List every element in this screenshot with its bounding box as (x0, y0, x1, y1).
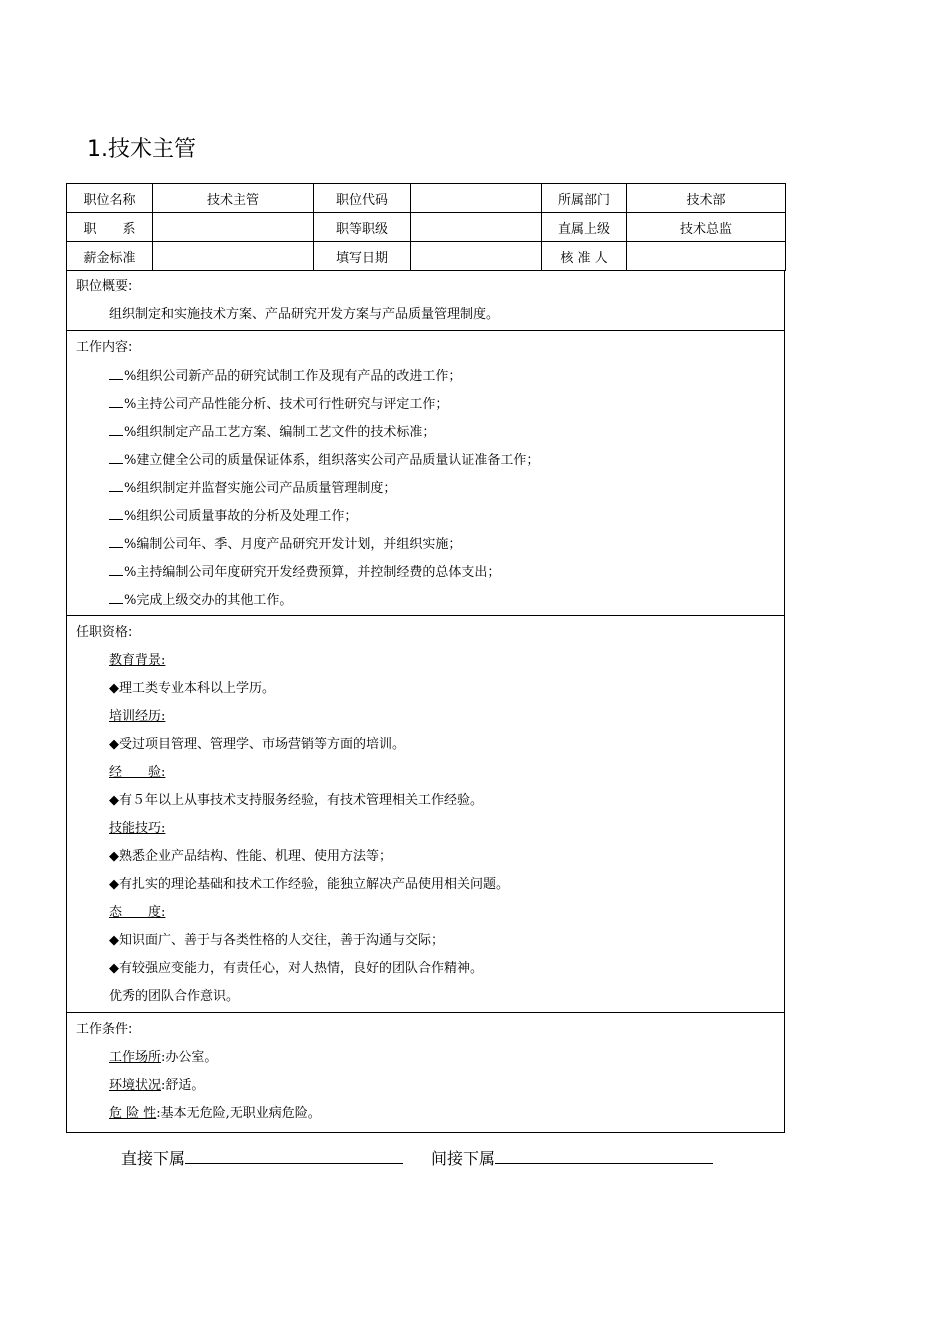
position-code-value (411, 184, 542, 213)
duty-item: %建立健全公司的质量保证体系，组织落实公司产品质量认证准备工作； (109, 451, 539, 470)
experience-text: ◆有５年以上从事技术支持服务经验，有技术管理相关工作经验。 (109, 793, 483, 808)
info-row-1 (67, 184, 786, 213)
duty-item: %主持公司产品性能分析、技术可行性研究与评定工作； (109, 395, 448, 414)
supervisor-label: 直属上级 (542, 213, 627, 242)
attitude-text-3: 优秀的团队合作意识。 (109, 989, 240, 1004)
skills-label: 技能技巧: (109, 821, 166, 836)
qualifications-section (66, 616, 785, 1013)
percent-blank (109, 423, 123, 436)
workplace-value: :办公室。 (161, 1050, 218, 1065)
page-title: 1.技术主管 (87, 137, 196, 162)
experience-label: 经 验: (109, 765, 166, 780)
duty-item: %编制公司年、季、月度产品研究开发计划，并组织实施； (109, 535, 461, 554)
attitude-label: 态 度: (109, 905, 166, 920)
qualifications-heading: 任职资格: (76, 625, 133, 640)
date-label: 填写日期 (314, 242, 411, 271)
percent-blank (109, 479, 123, 492)
duty-item: %完成上级交办的其他工作。 (109, 591, 292, 610)
department-value: 技术部 (627, 184, 786, 213)
risk-line (109, 1105, 321, 1123)
percent-blank (109, 507, 123, 520)
position-name-value: 技术主管 (153, 184, 314, 213)
department-label: 所属部门 (542, 184, 627, 213)
skills-text-1: ◆熟悉企业产品结构、性能、机理、使用方法等； (109, 849, 392, 864)
overview-section (66, 270, 785, 331)
duties-section (66, 331, 785, 616)
approver-label: 核 准 人 (542, 242, 627, 271)
duty-item: %组织制定并监督实施公司产品质量管理制度； (109, 479, 396, 498)
grade-value (411, 213, 542, 242)
overview-heading: 职位概要: (76, 279, 133, 294)
duty-item: %组织公司质量事故的分析及处理工作； (109, 507, 357, 526)
supervisor-value: 技术总监 (627, 213, 786, 242)
overview-text: 组织制定和实施技术方案、产品研究开发方案与产品质量管理制度。 (109, 307, 500, 322)
date-value (411, 242, 542, 271)
duties-heading: 工作内容: (76, 340, 133, 355)
percent-blank (109, 563, 123, 576)
percent-blank (109, 591, 123, 604)
salary-value (153, 242, 314, 271)
environment-line (109, 1077, 204, 1095)
training-text: ◆受过项目管理、管理学、市场营销等方面的培训。 (109, 737, 405, 752)
info-row-2 (67, 213, 786, 242)
attitude-text-2: ◆有较强应变能力，有责任心，对人热情，良好的团队合作精神。 (109, 961, 483, 976)
workplace-label: 工作场所 (109, 1050, 162, 1065)
conditions-heading: 工作条件: (76, 1022, 133, 1037)
info-table (66, 183, 786, 271)
salary-label: 薪金标准 (67, 242, 153, 271)
education-text: ◆理工类专业本科以上学历。 (109, 681, 275, 696)
duty-item: %组织公司新产品的研究试制工作及现有产品的改进工作； (109, 367, 461, 386)
direct-subordinates-field[interactable] (185, 1147, 403, 1164)
risk-label: 危 险 性 (109, 1106, 157, 1121)
risk-value: :基本无危险,无职业病危险。 (156, 1106, 321, 1121)
duty-item: %主持编制公司年度研究开发经费预算，并控制经费的总体支出； (109, 563, 500, 582)
skills-text-2: ◆有扎实的理论基础和技术工作经验，能独立解决产品使用相关问题。 (109, 877, 509, 892)
environment-value: :舒适。 (161, 1078, 205, 1093)
workplace-line (109, 1049, 217, 1067)
percent-blank (109, 451, 123, 464)
attitude-text-1: ◆知识面广、善于与各类性格的人交往，善于沟通与交际； (109, 933, 444, 948)
position-name-label: 职位名称 (67, 184, 153, 213)
training-label: 培训经历: (109, 709, 166, 724)
approver-value (627, 242, 786, 271)
position-code-label: 职位代码 (314, 184, 411, 213)
grade-label: 职等职级 (314, 213, 411, 242)
info-row-3 (67, 242, 786, 271)
percent-blank (109, 367, 123, 380)
direct-subordinates-label: 直接下属 (121, 1149, 186, 1168)
indirect-subordinates-field[interactable] (495, 1147, 713, 1164)
percent-blank (109, 535, 123, 548)
environment-label: 环境状况 (109, 1078, 162, 1093)
percent-blank (109, 395, 123, 408)
conditions-section (66, 1013, 785, 1133)
duty-item: %组织制定产品工艺方案、编制工艺文件的技术标准； (109, 423, 435, 442)
indirect-subordinates-label: 间接下属 (431, 1149, 496, 1168)
direct-subordinates (121, 1147, 403, 1169)
education-label: 教育背景: (109, 653, 166, 668)
indirect-subordinates (431, 1147, 713, 1169)
series-value (153, 213, 314, 242)
series-label: 职 系 (67, 213, 153, 242)
